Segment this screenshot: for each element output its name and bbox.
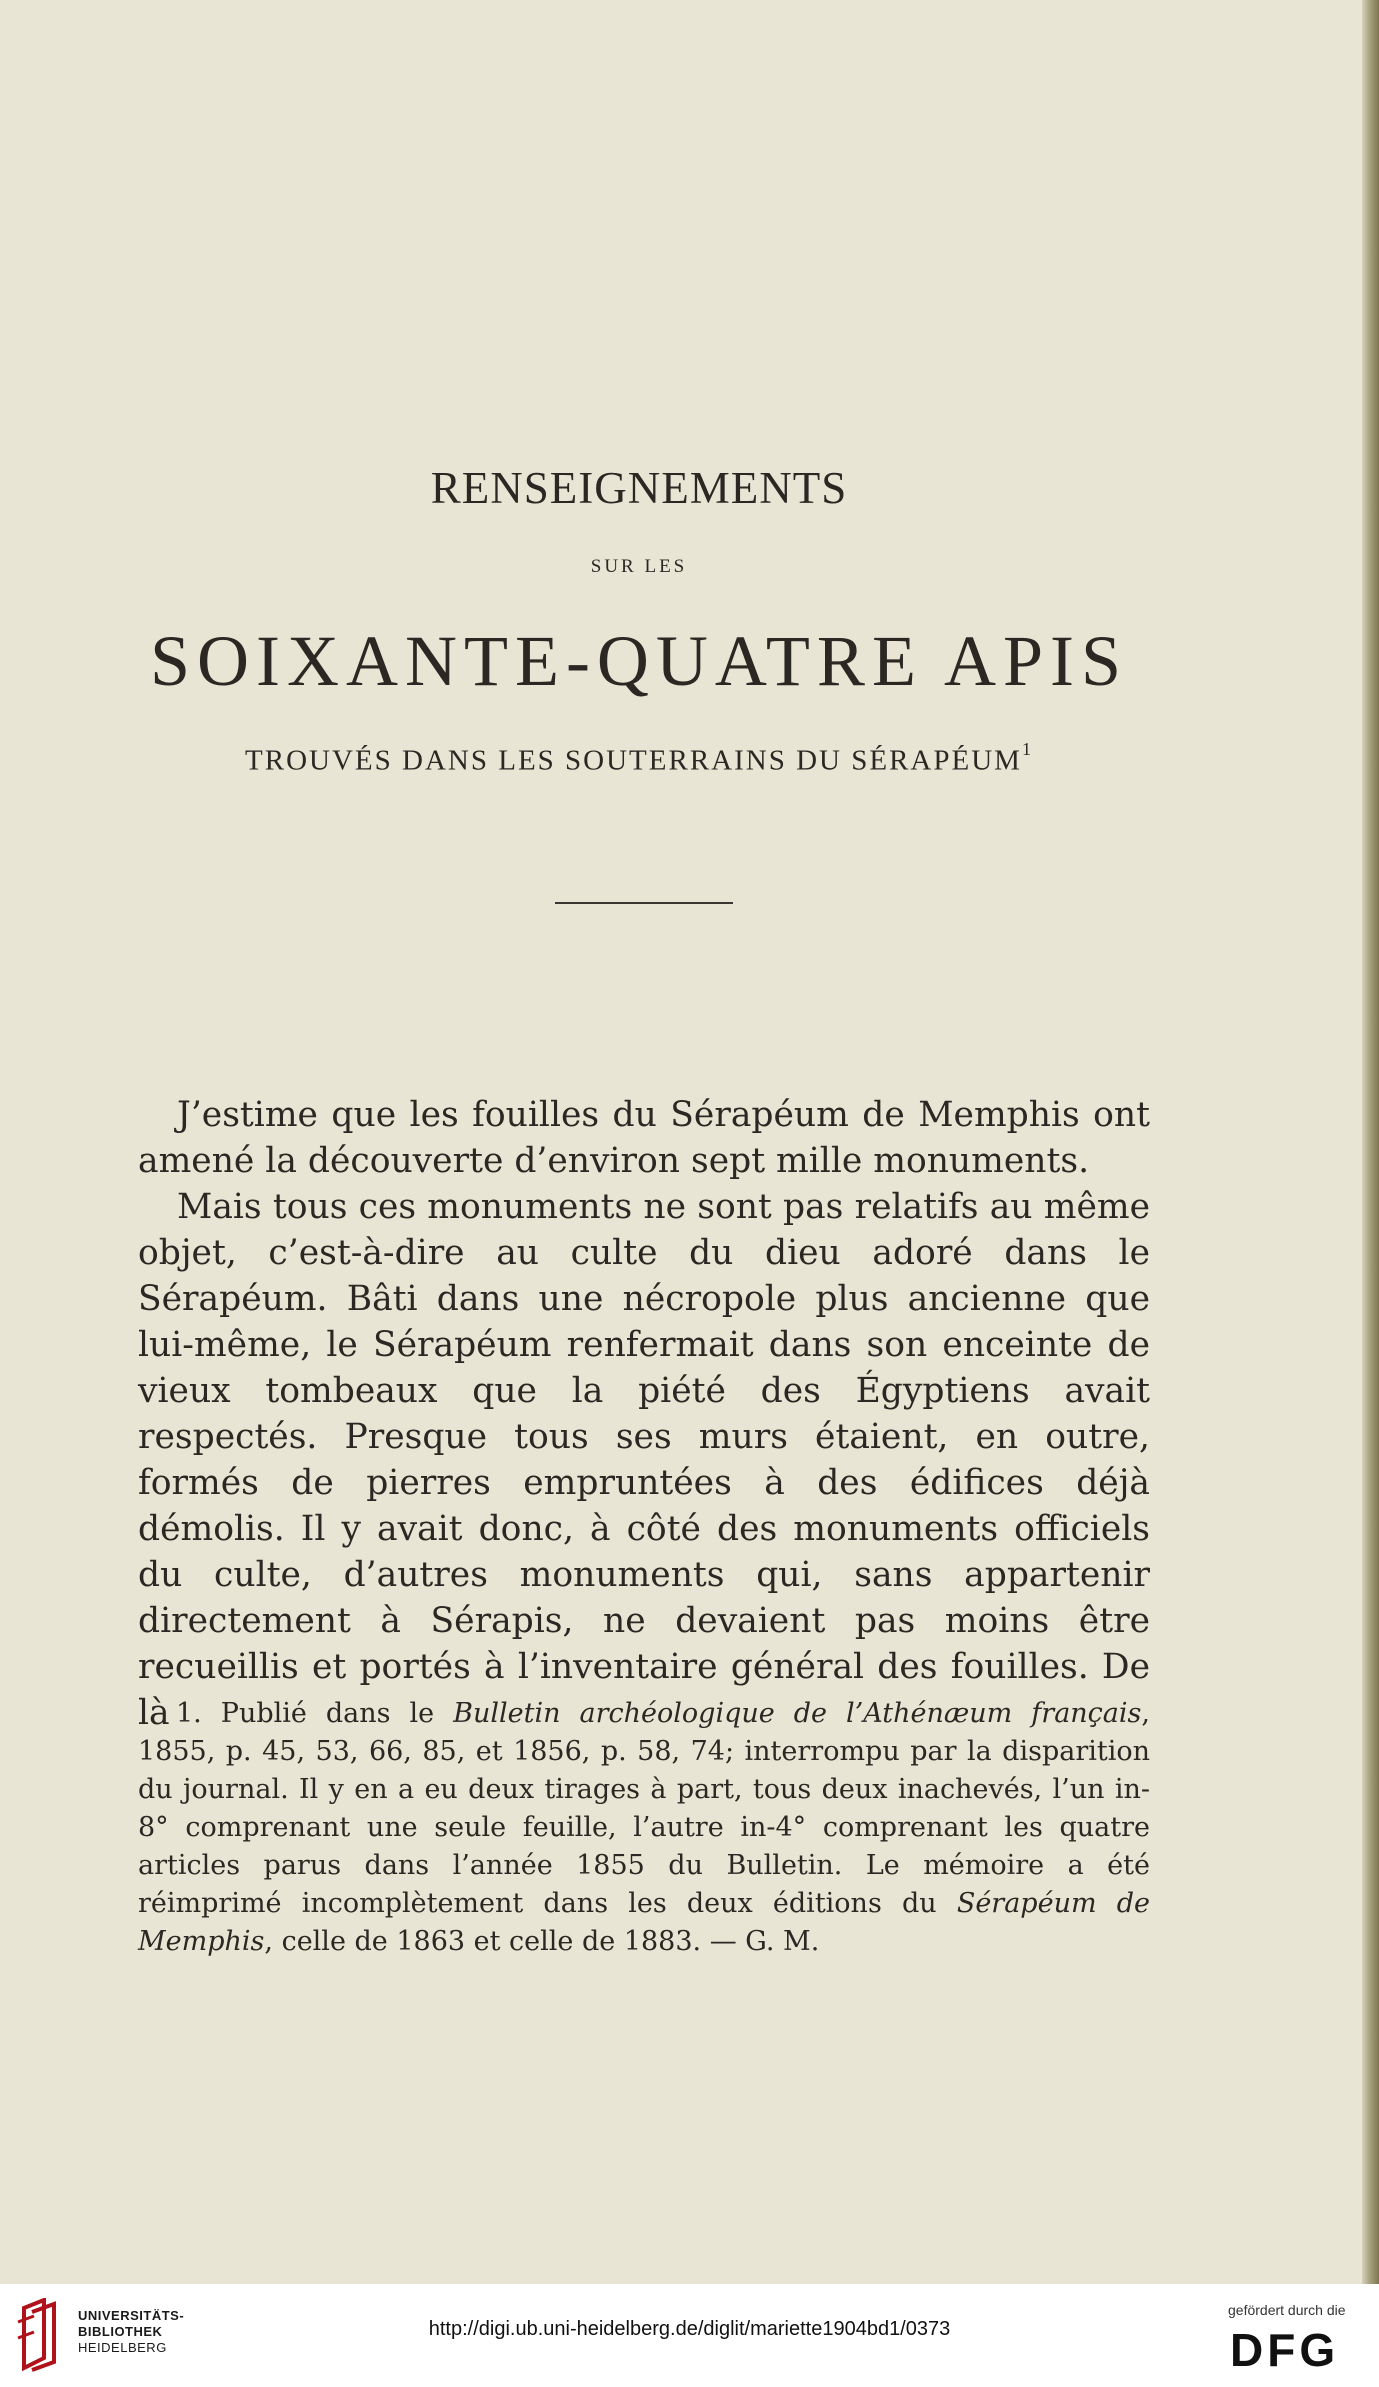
- paragraph-2: Mais tous ces monuments ne sont pas relatifs au même objet, c’est-à-dire au culte du dieu adoré dans le Sérapéum. Bâti dans une nécropole plus ancienne que lui-même, le Sérapéum renfermait dans son enceinte de vieux tombeaux que la piété des Égyptiens avait respectés. Presque tous ses murs étaient, en outre, formés de pierres empruntées à des édifices déjà démolis. Il y avait donc, à côté des monuments officiels du culte, d’autres monuments qui, sans appartenir directement à Sérapis, ne devaient pas moins être recueillis et portés à l’inventaire général des fouilles. De là: [138, 1187, 1150, 1733]
- footnote-book-title: Sérapéum de Memphis: [138, 1888, 1150, 1957]
- page-edge-shadow: [1362, 0, 1379, 2284]
- title-line-renseignements: RENSEIGNEMENTS: [430, 463, 848, 513]
- footer-bar: [0, 2284, 1379, 2387]
- title-line-main: SOIXANTE-QUATRE APIS: [149, 621, 1129, 701]
- library-name-line-3: HEIDELBERG: [78, 2340, 167, 2355]
- body-text: [138, 1092, 1150, 1736]
- dfg-logo-text: DFG: [1230, 2324, 1340, 2374]
- title-line-sur-les: SUR LES: [590, 556, 688, 577]
- permalink-url[interactable]: http://digi.ub.uni-heidelberg.de/diglit/mariette1904bd1/0373: [428, 2318, 951, 2340]
- subtitle-text: TROUVÉS DANS LES SOUTERRAINS DU SÉRAPÉUM: [245, 744, 1022, 777]
- footnote-reference: 1: [1021, 739, 1033, 759]
- footnote: [138, 1695, 1150, 1961]
- footnote-middle: , 1855, p. 45, 53, 66, 85, et 1856, p. 58, 74; interrompu par la disparition du journal. Il y en a eu deux tirages à part, tous deux inachevés, l’un in-8° comprenant une seule feuille, l’autre in-4° comprenant les quatre articles parus dans l’année 1855 du Bulletin. Le mémoire a été réimprimé incomplètement dans les deux éditions du: [138, 1698, 1150, 1919]
- title-line-subtitle: [0, 739, 1278, 778]
- footnote-journal-title: Bulletin archéologique de l’Athénæum français: [453, 1698, 1142, 1729]
- separator-rule: [555, 902, 733, 904]
- paragraph-1: J’estime que les fouilles du Sérapéum de Memphis ont amené la découverte d’environ sept mille monuments.: [138, 1095, 1150, 1181]
- footnote-tail: , celle de 1863 et celle de 1883. — G. M.: [264, 1926, 820, 1957]
- library-name-line-1: UNIVERSITÄTS-: [78, 2308, 185, 2323]
- funder-caption: gefördert durch die: [1228, 2302, 1346, 2318]
- library-name-line-2: BIBLIOTHEK: [78, 2324, 163, 2339]
- dfg-logo-icon[interactable]: [1228, 2322, 1358, 2374]
- footnote-lead: 1. Publié dans le: [176, 1698, 454, 1729]
